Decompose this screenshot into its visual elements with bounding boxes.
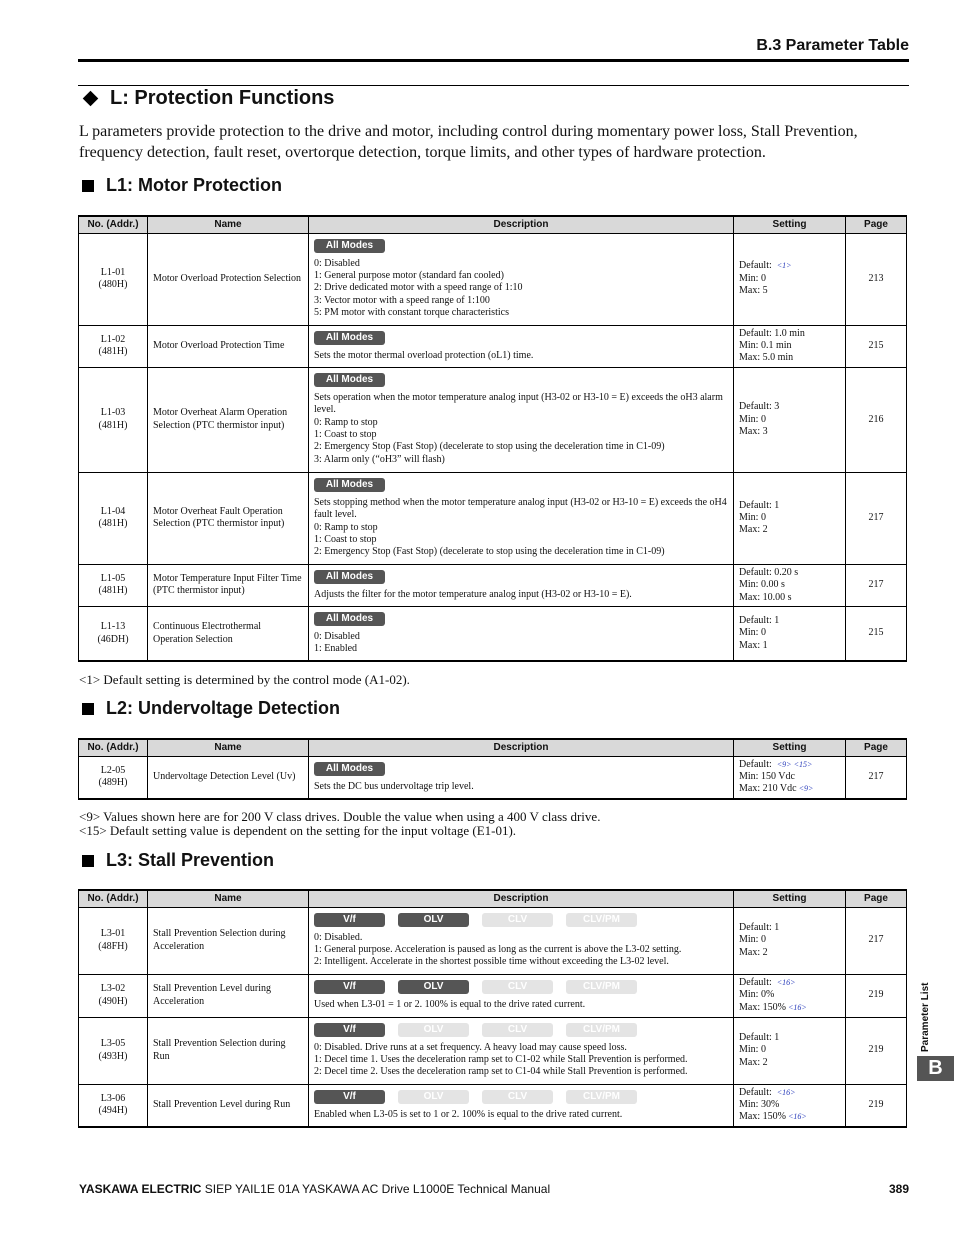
min-value: Min: 0	[739, 1044, 766, 1056]
min-value: Min: 30%	[739, 1098, 780, 1110]
param-number: L2-05	[100, 764, 126, 776]
column-header: Description	[309, 890, 734, 907]
param-setting-cell	[734, 367, 846, 472]
description-line: 0: Ramp to stop	[314, 416, 378, 428]
header-rule	[78, 59, 909, 62]
mode-badge-clv-pm: CLV/PM	[566, 1090, 637, 1104]
param-description-cell	[309, 606, 734, 661]
param-number-cell	[79, 1017, 148, 1084]
param-number: L3-05	[100, 1038, 126, 1050]
l3-heading	[82, 850, 274, 871]
description-line: 2: Decel time 2. Uses the deceleration ramp set to C1-04 while Stall Prevention is performed.	[314, 1066, 688, 1078]
default-value: Default: <1>	[739, 260, 792, 272]
table-row	[79, 756, 907, 799]
param-address: (48FH)	[98, 940, 128, 952]
param-setting-cell	[734, 1084, 846, 1127]
mode-badges	[314, 373, 728, 387]
description-line: 0: Ramp to stop	[314, 521, 378, 533]
description-line: 1: General purpose. Acceleration is paused as long as the current is above the L3-02 setting.	[314, 943, 682, 955]
mode-badges	[314, 980, 728, 994]
page-ref-cell[interactable]: 215	[846, 606, 907, 661]
mode-badge-olv: OLV	[398, 1090, 469, 1104]
page-ref-cell[interactable]: 219	[846, 1017, 907, 1084]
param-setting-cell	[734, 606, 846, 661]
description-line: 0: Disabled.	[314, 931, 363, 943]
running-header: B.3 Parameter Table	[756, 37, 909, 54]
default-value: Default: 1	[739, 499, 780, 511]
param-number: L1-03	[100, 407, 126, 419]
mode-badge-olv: OLV	[398, 913, 469, 927]
default-value: Default: <16>	[739, 976, 796, 988]
param-description-cell	[309, 472, 734, 564]
mode-badge-clv: CLV	[482, 980, 553, 994]
all-modes-badge: All Modes	[314, 478, 385, 492]
mode-badges	[314, 570, 728, 584]
l2-table	[78, 738, 907, 800]
footnote-ref: <9> <15>	[774, 759, 813, 769]
param-setting-cell	[734, 756, 846, 799]
l1-footnote: <1> Default setting is determined by the control mode (A1-02).	[79, 672, 410, 687]
footer-doc-title: SIEP YAIL1E 01A YASKAWA AC Drive L1000E Technical Manual	[201, 1182, 551, 1196]
column-header: No. (Addr.)	[79, 216, 148, 233]
min-value: Min: 150 Vdc	[739, 770, 795, 782]
param-address: (493H)	[98, 1050, 128, 1062]
mode-badge-v-f: V/f	[314, 1090, 385, 1104]
default-value: Default: 1	[739, 615, 780, 627]
l1-title: L1: Motor Protection	[106, 175, 282, 195]
header-row	[79, 890, 907, 907]
param-number-cell	[79, 756, 148, 799]
max-value: Max: 5	[739, 285, 768, 297]
page-ref-cell[interactable]: 217	[846, 907, 907, 974]
section-rule	[78, 85, 909, 86]
table-row	[79, 325, 907, 367]
min-value: Min: 0	[739, 413, 766, 425]
header-row	[79, 739, 907, 756]
description-line: 1: Coast to stop	[314, 533, 377, 545]
footnote-ref: <16>	[774, 1087, 796, 1097]
description-line: Sets operation when the motor temperature analog input (H3-02 or H3-10 = E) exceeds the oH3 alarm level.	[314, 391, 723, 416]
footnote-ref: <9>	[796, 784, 814, 794]
table-row	[79, 564, 907, 606]
description-line: 1: Decel time 1. Uses the deceleration ramp set to C1-02 while Stall Prevention is performed.	[314, 1053, 688, 1065]
max-value: Max: 210 Vdc <9>	[739, 783, 814, 795]
square-bullet-icon	[82, 180, 94, 192]
param-number: L1-01	[100, 266, 126, 278]
table-row	[79, 606, 907, 661]
description-line: Enabled when L3-05 is set to 1 or 2. 100% is equal to the drive rated current.	[314, 1108, 623, 1120]
page-ref-cell[interactable]: 217	[846, 564, 907, 606]
param-number-cell	[79, 367, 148, 472]
param-name-cell: Stall Prevention Selection during Run	[148, 1017, 309, 1084]
param-number-cell	[79, 564, 148, 606]
param-name-cell: Motor Overload Protection Time	[148, 325, 309, 367]
mode-badges	[314, 478, 728, 492]
param-setting-cell	[734, 472, 846, 564]
param-name-cell: Stall Prevention Level during Run	[148, 1084, 309, 1127]
section-heading	[82, 87, 334, 110]
all-modes-badge: All Modes	[314, 570, 385, 584]
mode-badge-v-f: V/f	[314, 980, 385, 994]
footer	[79, 1182, 550, 1196]
mode-badges	[314, 1023, 728, 1037]
param-name-cell: Continuous Electrothermal Operation Selection	[148, 606, 309, 661]
mode-badge-clv: CLV	[482, 913, 553, 927]
all-modes-badge: All Modes	[314, 612, 385, 626]
description-line: 2: Emergency Stop (Fast Stop) (decelerate to stop using the deceleration time in C1-09)	[314, 546, 665, 558]
l3-title: L3: Stall Prevention	[106, 850, 275, 870]
param-description-cell	[309, 756, 734, 799]
min-value: Min: 0	[739, 512, 766, 524]
min-value: Min: 0%	[739, 989, 775, 1001]
description-line: Adjusts the filter for the motor temperature analog input (H3-02 or H3-10 = E).	[314, 588, 632, 600]
table-row	[79, 974, 907, 1017]
table-row	[79, 907, 907, 974]
param-description-cell	[309, 1017, 734, 1084]
default-value: Default: 1.0 min	[739, 327, 805, 339]
mode-badge-olv: OLV	[398, 1023, 469, 1037]
column-header: Description	[309, 739, 734, 756]
column-header: Setting	[734, 890, 846, 907]
column-header: Setting	[734, 739, 846, 756]
square-bullet-icon	[82, 855, 94, 867]
description-line: 2: Drive dedicated motor with a speed range of 1:10	[314, 282, 523, 294]
max-value: Max: 5.0 min	[739, 352, 794, 364]
l3-table	[78, 889, 907, 1128]
all-modes-badge: All Modes	[314, 331, 385, 345]
column-header: No. (Addr.)	[79, 739, 148, 756]
description-line: Sets the motor thermal overload protection (oL1) time.	[314, 349, 534, 361]
all-modes-badge: All Modes	[314, 762, 385, 776]
column-header: Description	[309, 216, 734, 233]
l2-heading	[82, 698, 340, 719]
column-header: Name	[148, 216, 309, 233]
mode-badge-clv-pm: CLV/PM	[566, 913, 637, 927]
mode-badges	[314, 612, 728, 626]
param-number: L3-01	[100, 928, 126, 940]
param-number: L3-02	[100, 983, 126, 995]
param-name-cell: Motor Overheat Alarm Operation Selection (PTC thermistor input)	[148, 367, 309, 472]
param-name-cell: Motor Overheat Fault Operation Selection (PTC thermistor input)	[148, 472, 309, 564]
param-setting-cell	[734, 1017, 846, 1084]
max-value: Max: 3	[739, 425, 768, 437]
page-number: 389	[888, 1182, 909, 1196]
mode-badges	[314, 331, 728, 345]
description-line: 0: Disabled. Drive runs at a set frequency. A heavy load may cause speed loss.	[314, 1041, 627, 1053]
max-value: Max: 2	[739, 1056, 768, 1068]
side-tab-label: Parameter List	[920, 982, 931, 1052]
footnote-ref: <16>	[774, 977, 796, 987]
footer-brand: YASKAWA ELECTRIC	[79, 1182, 202, 1196]
param-description-cell	[309, 325, 734, 367]
square-bullet-icon	[82, 703, 94, 715]
param-name-cell: Stall Prevention Level during Acceleration	[148, 974, 309, 1017]
param-description-cell	[309, 974, 734, 1017]
column-header: Setting	[734, 216, 846, 233]
header-row	[79, 216, 907, 233]
max-value: Max: 150% <16>	[739, 1111, 807, 1123]
diamond-bullet-icon	[83, 91, 99, 107]
max-value: Max: 2	[739, 524, 768, 536]
param-description-cell	[309, 907, 734, 974]
param-setting-cell	[734, 974, 846, 1017]
mode-badges	[314, 239, 728, 253]
param-address: (46DH)	[97, 633, 129, 645]
min-value: Min: 0.00 s	[739, 579, 785, 591]
mode-badge-clv: CLV	[482, 1023, 553, 1037]
all-modes-badge: All Modes	[314, 373, 385, 387]
param-description-cell	[309, 233, 734, 325]
param-number-cell	[79, 1084, 148, 1127]
param-setting-cell	[734, 325, 846, 367]
max-value: Max: 2	[739, 946, 768, 958]
param-number: L1-13	[100, 621, 126, 633]
param-address: (490H)	[98, 995, 128, 1007]
section-title: L: Protection Functions	[110, 87, 335, 109]
table-row	[79, 1017, 907, 1084]
min-value: Min: 0.1 min	[739, 339, 792, 351]
column-header: Page	[846, 216, 907, 233]
page-ref-cell[interactable]: 219	[846, 1084, 907, 1127]
footnote-ref: <1>	[774, 261, 792, 271]
min-value: Min: 0	[739, 272, 766, 284]
table-row	[79, 233, 907, 325]
column-header: Name	[148, 739, 309, 756]
mode-badge-v-f: V/f	[314, 913, 385, 927]
default-value: Default: 3	[739, 401, 780, 413]
param-setting-cell	[734, 907, 846, 974]
page-ref-cell[interactable]: 213	[846, 233, 907, 325]
mode-badge-clv-pm: CLV/PM	[566, 1023, 637, 1037]
column-header: Page	[846, 890, 907, 907]
param-name-cell: Stall Prevention Selection during Acceleration	[148, 907, 309, 974]
description-line: 2: Intelligent. Accelerate in the shortest possible time without exceeding the L3-02 level.	[314, 956, 669, 968]
l2-footnote-15: <15> Default setting value is dependent on the setting for the input voltage (E1-01).	[79, 823, 517, 838]
table-row	[79, 367, 907, 472]
page-ref-cell[interactable]: 216	[846, 367, 907, 472]
param-name-cell: Motor Overload Protection Selection	[148, 233, 309, 325]
param-setting-cell	[734, 233, 846, 325]
param-address: (480H)	[98, 279, 128, 290]
param-number: L1-05	[100, 572, 126, 584]
param-description-cell	[309, 1084, 734, 1127]
default-value: Default: <9> <15>	[739, 758, 813, 770]
param-number-cell	[79, 907, 148, 974]
param-description-cell	[309, 564, 734, 606]
page-ref-cell[interactable]: 219	[846, 974, 907, 1017]
param-number: L3-06	[100, 1092, 126, 1104]
max-value: Max: 1	[739, 639, 768, 651]
description-line: 1: Enabled	[314, 643, 358, 655]
param-number-cell	[79, 606, 148, 661]
param-description-cell	[309, 367, 734, 472]
default-value: Default: 1	[739, 1031, 780, 1043]
mode-badge-v-f: V/f	[314, 1023, 385, 1037]
mode-badge-clv: CLV	[482, 1090, 553, 1104]
param-number-cell	[79, 325, 148, 367]
param-name-cell: Motor Temperature Input Filter Time (PTC thermistor input)	[148, 564, 309, 606]
mode-badge-olv: OLV	[398, 980, 469, 994]
param-setting-cell	[734, 564, 846, 606]
param-address: (481H)	[98, 346, 128, 358]
mode-badges	[314, 913, 728, 927]
min-value: Min: 0	[739, 627, 766, 639]
description-line: 3: Alarm only (“oH3” will flash)	[314, 453, 445, 465]
page-ref-cell[interactable]: 217	[846, 472, 907, 564]
param-address: (481H)	[98, 419, 128, 431]
default-value: Default: 1	[739, 921, 780, 933]
description-line: 3: Vector motor with a speed range of 1:100	[314, 294, 490, 306]
description-line: 0: Disabled	[314, 257, 360, 269]
description-line: Sets stopping method when the motor temperature analog input (H3-02 or H3-10 = E) exceeds the oH4 fault level.	[314, 496, 727, 521]
l1-table	[78, 215, 907, 662]
description-line: 1: General purpose motor (standard fan cooled)	[314, 269, 504, 281]
default-value: Default: 0.20 s	[739, 566, 799, 578]
param-number-cell	[79, 974, 148, 1017]
mode-badges	[314, 762, 728, 776]
max-value: Max: 150% <16>	[739, 1001, 807, 1013]
description-line: 2: Emergency Stop (Fast Stop) (decelerate to stop using the deceleration time in C1-09)	[314, 441, 665, 453]
max-value: Max: 10.00 s	[739, 591, 792, 603]
column-header: Name	[148, 890, 309, 907]
description-line: 0: Disabled	[314, 630, 360, 642]
param-number-cell	[79, 233, 148, 325]
l1-heading	[82, 175, 282, 196]
column-header: No. (Addr.)	[79, 890, 148, 907]
page-ref-cell[interactable]: 215	[846, 325, 907, 367]
param-address: (481H)	[98, 585, 128, 597]
appendix-tab[interactable]: B	[917, 1056, 954, 1081]
param-number: L1-02	[100, 333, 126, 345]
param-name-cell: Undervoltage Detection Level (Uv)	[148, 756, 309, 799]
min-value: Min: 0	[739, 934, 766, 946]
footnote-ref: <16>	[785, 1112, 807, 1122]
param-address: (494H)	[98, 1105, 128, 1117]
mode-badge-clv-pm: CLV/PM	[566, 980, 637, 994]
column-header: Page	[846, 739, 907, 756]
description-line: Used when L3-01 = 1 or 2. 100% is equal to the drive rated current.	[314, 998, 586, 1010]
description-line: 5: PM motor with constant torque characteristics	[314, 307, 509, 319]
mode-badges	[314, 1090, 728, 1104]
default-value: Default: <16>	[739, 1086, 796, 1098]
l2-footnote-9: <9> Values shown here are for 200 V class drives. Double the value when using a 400 V class drive.	[79, 809, 601, 824]
description-line: Sets the DC bus undervoltage trip level.	[314, 780, 474, 792]
table-row	[79, 472, 907, 564]
table-row	[79, 1084, 907, 1127]
page-ref-cell[interactable]: 217	[846, 756, 907, 799]
param-address: (481H)	[98, 518, 128, 530]
l2-title: L2: Undervoltage Detection	[106, 698, 341, 718]
param-address: (489H)	[98, 777, 128, 789]
param-number-cell	[79, 472, 148, 564]
param-number: L1-04	[100, 505, 126, 517]
footnote-ref: <16>	[785, 1002, 807, 1012]
description-line: 1: Coast to stop	[314, 428, 377, 440]
intro-paragraph: L parameters provide protection to the drive and motor, including control during momentary power loss, Stall Prevention, frequency detection, fault reset, overtorque detection, torque limits, and other types of hardware protection.	[79, 123, 858, 161]
all-modes-badge: All Modes	[314, 239, 385, 253]
